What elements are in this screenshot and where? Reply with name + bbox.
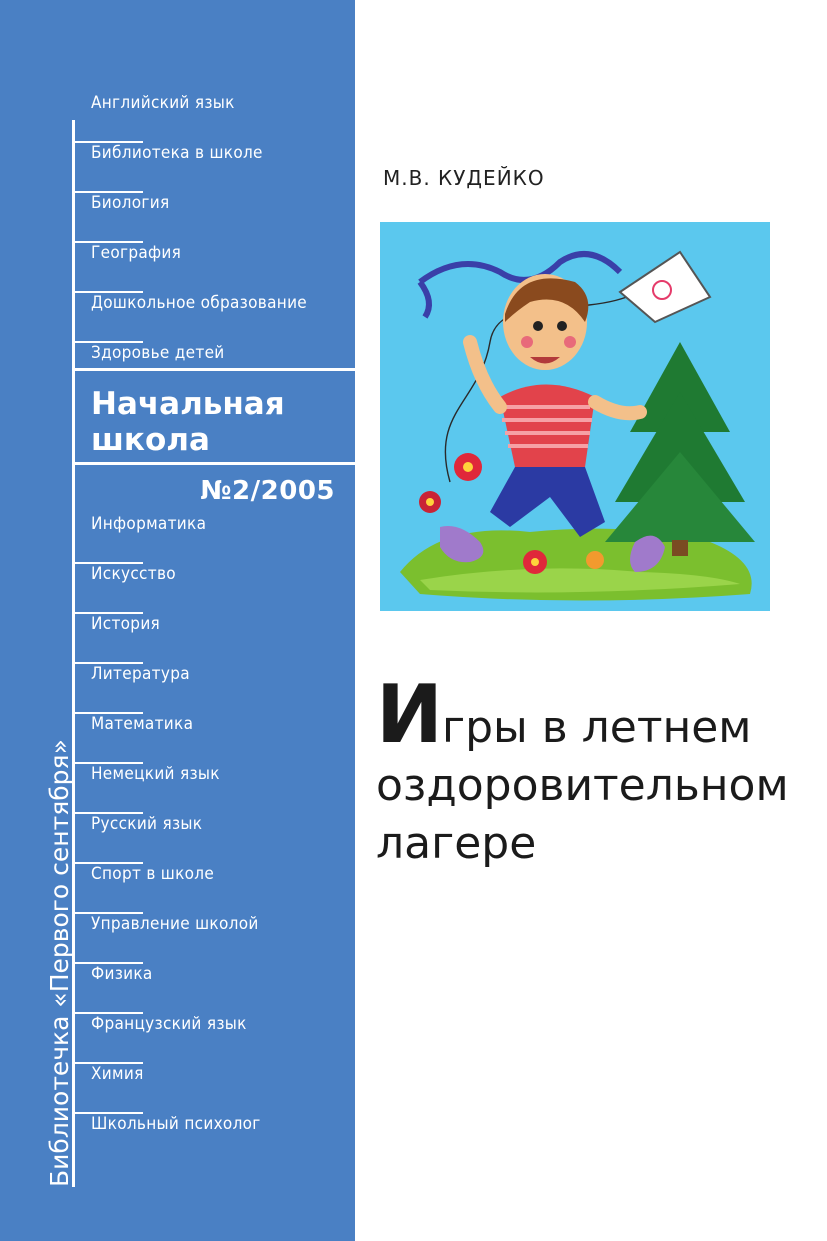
title-line1-text: гры в летнем [441, 702, 752, 753]
subject-label: Биология [91, 193, 170, 213]
subject-item [75, 243, 355, 293]
issue-number: №2/2005 [200, 476, 335, 506]
current-section-title: Начальная школа [91, 386, 285, 458]
section-bottom-rule [75, 462, 355, 465]
subject-item [75, 614, 355, 664]
subject-item [75, 143, 355, 193]
sidebar [0, 0, 355, 1241]
subject-item [75, 714, 355, 764]
subject-item [75, 93, 355, 143]
subject-label: Библиотека в школе [91, 143, 263, 163]
section-top-rule [75, 368, 355, 371]
subject-item [75, 764, 355, 814]
title-line [376, 668, 816, 761]
title-line: лагере [376, 818, 537, 869]
subject-label: Литература [91, 664, 190, 684]
subject-label: Физика [91, 964, 153, 984]
title-drop-cap: И [376, 668, 442, 761]
subject-item [75, 293, 355, 343]
series-title: Библиотечка «Первого сентября» [45, 739, 74, 1187]
subject-item [75, 964, 355, 1014]
subject-label: География [91, 243, 182, 263]
author-name: М.В. КУДЕЙКО [383, 166, 545, 190]
subject-label: Математика [91, 714, 194, 734]
current-section [75, 368, 355, 465]
subject-label: Русский язык [91, 814, 203, 834]
subject-item [75, 564, 355, 614]
subject-item [75, 1114, 355, 1164]
subject-item [75, 343, 355, 368]
subject-item [75, 514, 355, 564]
book-title [376, 668, 816, 873]
subject-item [75, 864, 355, 914]
subject-label: Школьный психолог [91, 1114, 261, 1134]
subject-label: Информатика [91, 514, 207, 534]
subject-item [75, 193, 355, 243]
subject-item [75, 1014, 355, 1064]
subject-label: Английский язык [91, 93, 235, 113]
subject-label: Немецкий язык [91, 764, 220, 784]
subject-label: Управление школой [91, 914, 259, 934]
subject-item [75, 1064, 355, 1114]
subject-item [75, 814, 355, 864]
subject-label: История [91, 614, 161, 634]
subject-label: Химия [91, 1064, 144, 1084]
subject-label: Французский язык [91, 1014, 247, 1034]
subject-label: Спорт в школе [91, 864, 215, 884]
subject-label: Искусство [91, 564, 176, 584]
subject-label: Здоровье детей [91, 343, 225, 363]
subject-item [75, 914, 355, 964]
subject-item [75, 664, 355, 714]
cover-illustration [380, 222, 770, 611]
subject-label: Дошкольное образование [91, 293, 308, 313]
title-line: оздоровительном [376, 760, 789, 811]
